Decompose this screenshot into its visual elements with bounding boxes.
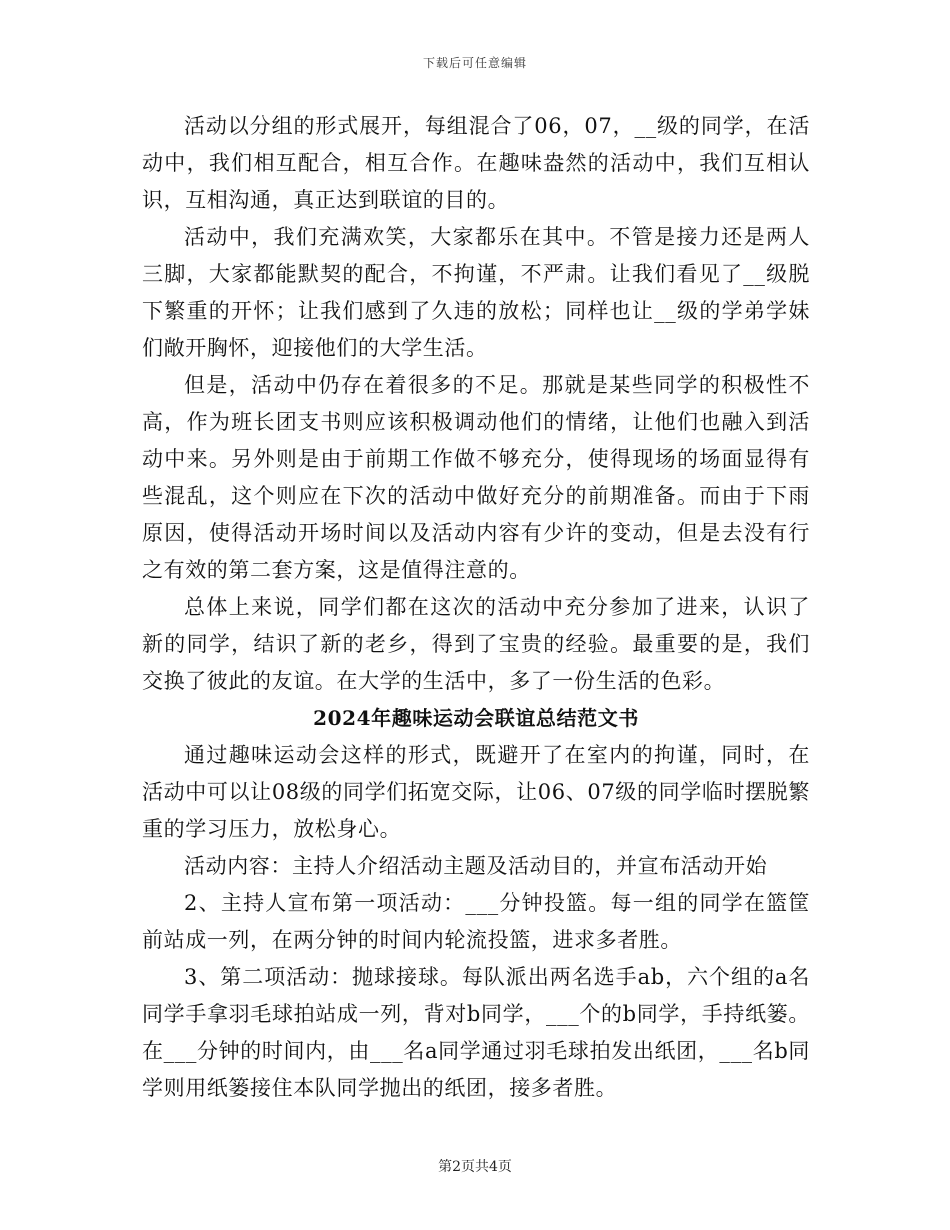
page-indicator: 第2页共4页	[438, 1159, 512, 1175]
paragraph: 3、第二项活动：抛球接球。每队派出两名选手ab，六个组的a名同学手拿羽毛球拍站成一列，背对b同学，___个的b同学，手持纸篓。在___分钟的时间内，由___名a同学通过羽毛球拍发出纸团，___名b同学则用纸篓接住本队同学抛出的纸团，接多者胜。	[142, 965, 810, 1100]
section-title: 2024年趣味运动会联谊总结范文书	[313, 706, 639, 730]
paragraph: 2、主持人宣布第一项活动：___分钟投篮。每一组的同学在篮筐前站成一列，在两分钟的时间内轮流投篮，进求多者胜。	[142, 891, 810, 952]
header-note: 下载后可任意编辑	[422, 56, 527, 70]
paragraph: 但是，活动中仍存在着很多的不足。那就是某些同学的积极性不高，作为班长团支书则应该积极调动他们的情绪，让他们也融入到活动中来。另外则是由于前期工作做不够充分，使得现场的场面显得有些混乱，这个则应在下次的活动中做好充分的前期准备。而由于下雨原因，使得活动开场时间以及活动内容有少许的变动，但是去没有行之有效的第二套方案，这是值得注意的。	[142, 373, 810, 582]
paragraph: 总体上来说，同学们都在这次的活动中充分参加了进来，认识了新的同学，结识了新的老乡，得到了宝贵的经验。最重要的是，我们交换了彼此的友谊。在大学的生活中，多了一份生活的色彩。	[142, 595, 810, 693]
paragraph: 活动以分组的形式展开，每组混合了06，07，__级的同学，在活动中，我们相互配合，相互合作。在趣味盎然的活动中，我们互相认识，互相沟通，真正达到联谊的目的。	[142, 114, 810, 212]
paragraph: 通过趣味运动会这样的形式，既避开了在室内的拘谨，同时，在活动中可以让08级的同学们拓宽交际，让06、07级的同学临时摆脱繁重的学习压力，放松身心。	[142, 743, 810, 841]
paragraph: 活动内容：主持人介绍活动主题及活动目的，并宣布活动开始	[184, 854, 768, 878]
document-body	[142, 108, 810, 1107]
paragraph: 活动中，我们充满欢笑，大家都乐在其中。不管是接力还是两人三脚，大家都能默契的配合，不拘谨，不严肃。让我们看见了__级脱下繁重的开怀；让我们感到了久违的放松；同样也让__级的学弟学妹们敞开胸怀，迎接他们的大学生活。	[142, 225, 810, 360]
